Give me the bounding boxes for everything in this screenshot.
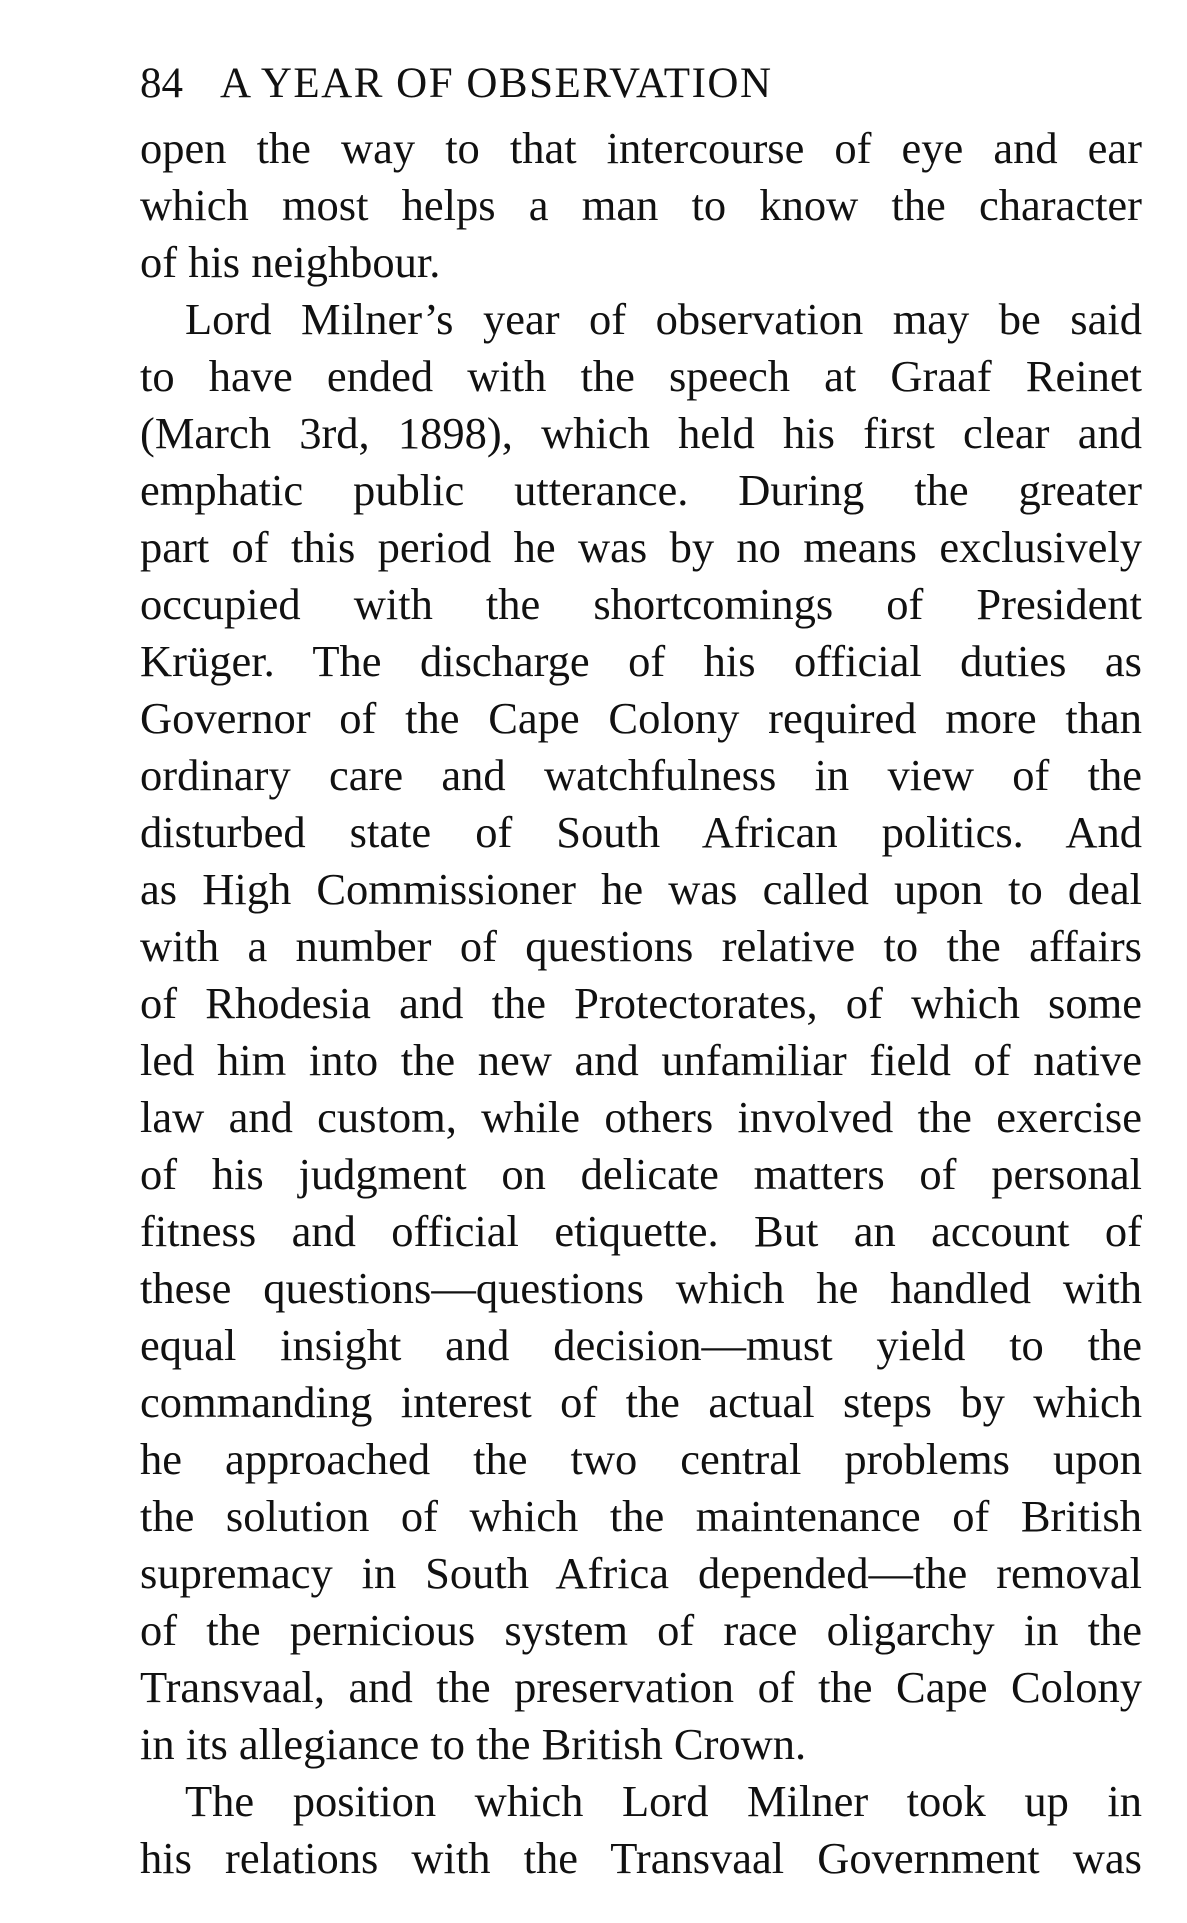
text-line: Transvaal, and the preservation of the Cape Colony <box>140 1662 1142 1712</box>
text-line: as High Commissioner he was called upon to deal <box>140 864 1142 914</box>
text-line: led him into the new and unfamiliar field of native <box>140 1035 1142 1085</box>
text-line: which most helps a man to know the character <box>140 180 1142 230</box>
text-line: law and custom, while others involved the exercise <box>140 1092 1142 1142</box>
text-line: fitness and official etiquette. But an account of <box>140 1206 1142 1256</box>
text-line: open the way to that intercourse of eye and ear <box>140 123 1142 173</box>
page-header <box>140 56 1140 112</box>
text-line: ordinary care and watchfulness in view of the <box>140 750 1142 800</box>
text-line: the solution of which the maintenance of British <box>140 1491 1142 1541</box>
text-line: of his neighbour. <box>140 237 441 287</box>
body-text <box>140 120 1142 1887</box>
text-line: equal insight and decision—must yield to the <box>140 1320 1142 1370</box>
text-line: in its allegiance to the British Crown. <box>140 1719 807 1769</box>
page-number: 84 <box>140 60 183 107</box>
text-line: Governor of the Cape Colony required more than <box>140 693 1142 743</box>
text-line: of the pernicious system of race oligarchy in the <box>140 1605 1142 1655</box>
text-line: Lord Milner’s year of observation may be said <box>185 294 1142 344</box>
text-line: these questions—questions which he handled with <box>140 1263 1142 1313</box>
text-line: with a number of questions relative to the affairs <box>140 921 1142 971</box>
text-line: of Rhodesia and the Protectorates, of which some <box>140 978 1142 1028</box>
text-line: to have ended with the speech at Graaf Reinet <box>140 351 1142 401</box>
text-line: (March 3rd, 1898), which held his first clear and <box>140 408 1142 458</box>
text-line: disturbed state of South African politics. And <box>140 807 1142 857</box>
text-line: Krüger. The discharge of his official duties as <box>140 636 1142 686</box>
text-line: part of this period he was by no means exclusively <box>140 522 1142 572</box>
text-line: of his judgment on delicate matters of personal <box>140 1149 1142 1199</box>
running-title: A YEAR OF OBSERVATION <box>220 60 773 107</box>
text-line: emphatic public utterance. During the greater <box>140 465 1142 515</box>
text-line: occupied with the shortcomings of President <box>140 579 1142 629</box>
text-line: commanding interest of the actual steps by which <box>140 1377 1142 1427</box>
text-line: The position which Lord Milner took up in <box>185 1776 1142 1826</box>
text-line: supremacy in South Africa depended—the removal <box>140 1548 1142 1598</box>
text-line: his relations with the Transvaal Government was <box>140 1833 1142 1883</box>
text-line: he approached the two central problems upon <box>140 1434 1142 1484</box>
